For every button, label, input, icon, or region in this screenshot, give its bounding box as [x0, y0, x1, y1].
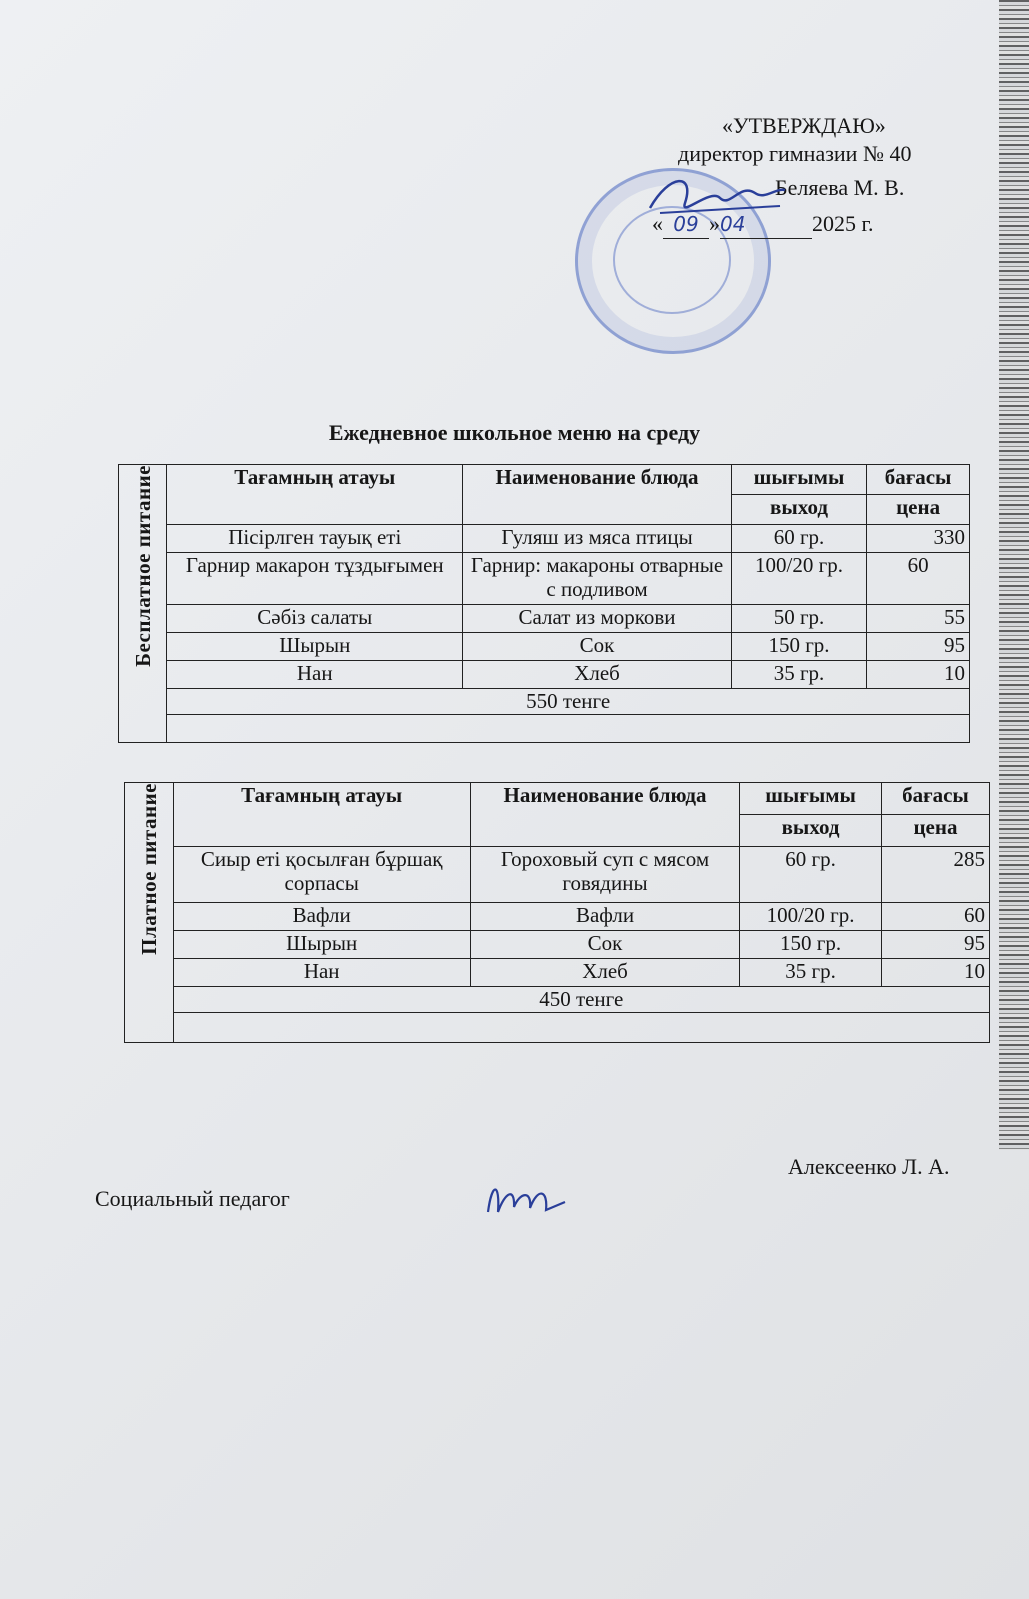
- paid-header-yield-ru: выход: [740, 815, 882, 847]
- table-row: [125, 931, 990, 959]
- paid-row-4-yield: 35 гр.: [740, 959, 882, 987]
- free-row-1-yield: 60 гр.: [731, 525, 866, 553]
- free-row-1-ru: Гуляш из мяса птицы: [463, 525, 732, 553]
- table-row: [119, 633, 970, 661]
- paid-row-1-ru: Гороховый суп с мясом говядины: [470, 847, 739, 903]
- date-day: 09: [663, 210, 709, 239]
- free-header-price-ru: цена: [867, 495, 970, 525]
- free-header-kz: Тағамның атауы: [167, 465, 463, 525]
- paid-row-2-yield: 100/20 гр.: [740, 903, 882, 931]
- table-row: [125, 903, 990, 931]
- free-side-label: Бесплатное питание: [130, 465, 155, 667]
- paid-row-3-yield: 150 гр.: [740, 931, 882, 959]
- signatory-name: Алексеенко Л. А.: [788, 1154, 950, 1179]
- paid-side-label-cell: [125, 783, 174, 1043]
- table-row: [119, 605, 970, 633]
- scan-edge-shadow: [999, 0, 1029, 1150]
- free-row-2-ru: Гарнир: макароны отварные с подливом: [463, 553, 732, 605]
- free-row-1-price: 330: [867, 525, 970, 553]
- paid-header-yield-kz: шығымы: [740, 783, 882, 815]
- signatory-role: Социальный педагог: [95, 1186, 290, 1211]
- paid-row-3-ru: Сок: [470, 931, 739, 959]
- paid-header-price-ru: цена: [881, 815, 989, 847]
- approval-position: директор гимназии № 40: [678, 141, 912, 166]
- table-row: [125, 959, 990, 987]
- paid-row-3-price: 95: [881, 931, 989, 959]
- paid-row-2-price: 60: [881, 903, 989, 931]
- date-open-quote: «: [652, 211, 663, 236]
- free-header-yield-kz: шығымы: [731, 465, 866, 495]
- table-row: [119, 525, 970, 553]
- free-row-2-kz: Гарнир макарон тұздығымен: [167, 553, 463, 605]
- paid-empty-row: [173, 1013, 989, 1043]
- free-row-5-ru: Хлеб: [463, 661, 732, 689]
- table-row: [119, 661, 970, 689]
- paid-row-4-ru: Хлеб: [470, 959, 739, 987]
- social-pedagogue-signature: [480, 1172, 570, 1222]
- paid-row-1-price: 285: [881, 847, 989, 903]
- approval-date: [652, 210, 874, 239]
- date-month: 04: [720, 210, 812, 239]
- free-row-3-price: 55: [867, 605, 970, 633]
- paid-row-2-ru: Вафли: [470, 903, 739, 931]
- free-row-5-yield: 35 гр.: [731, 661, 866, 689]
- date-year: 2025 г.: [812, 211, 874, 236]
- free-header-ru: Наименование блюда: [463, 465, 732, 525]
- paid-row-2-kz: Вафли: [173, 903, 470, 931]
- free-total: 550 тенге: [167, 689, 970, 715]
- paid-row-1-yield: 60 гр.: [740, 847, 882, 903]
- paid-header-price-kz: бағасы: [881, 783, 989, 815]
- free-meals-table: [118, 464, 970, 743]
- free-row-1-kz: Пісірлген тауық еті: [167, 525, 463, 553]
- free-header-yield-ru: выход: [731, 495, 866, 525]
- approval-heading: «УТВЕРЖДАЮ»: [722, 113, 886, 138]
- paid-row-3-kz: Шырын: [173, 931, 470, 959]
- paid-row-4-price: 10: [881, 959, 989, 987]
- paid-header-kz: Тағамның атауы: [173, 783, 470, 847]
- paid-meals-table: [124, 782, 990, 1043]
- free-row-4-kz: Шырын: [167, 633, 463, 661]
- free-header-price-kz: бағасы: [867, 465, 970, 495]
- menu-title: Ежедневное школьное меню на среду: [328, 420, 701, 445]
- free-row-2-yield: 100/20 гр.: [731, 553, 866, 605]
- paid-side-label: Платное питание: [136, 783, 161, 955]
- free-row-4-price: 95: [867, 633, 970, 661]
- paid-header-ru: Наименование блюда: [470, 783, 739, 847]
- free-row-5-kz: Нан: [167, 661, 463, 689]
- table-row: [125, 847, 990, 903]
- free-row-2-price: 60: [867, 553, 970, 605]
- date-close-quote: »: [709, 211, 720, 236]
- free-row-3-yield: 50 гр.: [731, 605, 866, 633]
- free-side-label-cell: [119, 465, 167, 743]
- free-row-4-yield: 150 гр.: [731, 633, 866, 661]
- free-row-5-price: 10: [867, 661, 970, 689]
- paid-total: 450 тенге: [173, 987, 989, 1013]
- free-row-3-kz: Сәбіз салаты: [167, 605, 463, 633]
- table-row: [119, 553, 970, 605]
- paid-row-1-kz: Сиыр еті қосылған бұршақ сорпасы: [173, 847, 470, 903]
- free-empty-row: [167, 715, 970, 743]
- free-row-4-ru: Сок: [463, 633, 732, 661]
- paid-row-4-kz: Нан: [173, 959, 470, 987]
- free-row-3-ru: Салат из моркови: [463, 605, 732, 633]
- approval-director-name: Беляева М. В.: [775, 175, 905, 200]
